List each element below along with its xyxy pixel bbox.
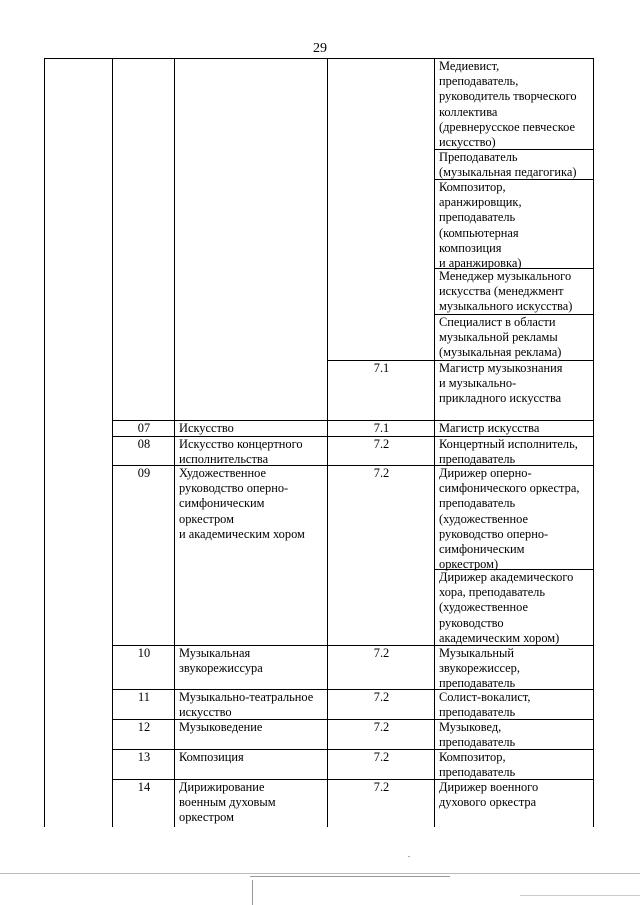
specialty-name: Художественное руководство оперно- симфоническим оркестром и академическим хором — [179, 466, 305, 541]
qualification-cell: Магистр музыкознания и музыкально- прикладного искусства — [439, 361, 563, 406]
row-number: 13 — [137, 750, 151, 764]
degree-code-cell: 7.2 — [373, 750, 390, 764]
qualification-cell: Солист-вокалист, преподаватель — [439, 690, 531, 720]
row-number: 12 — [137, 720, 151, 734]
qualification-cell: Дирижер военного духового оркестра — [439, 780, 539, 810]
column-divider — [434, 58, 435, 827]
column-divider — [174, 58, 175, 827]
degree-code-cell: 7.1 — [373, 421, 390, 435]
row-number: 11 — [138, 690, 150, 704]
qualification-cell: Музыковед, преподаватель — [439, 720, 516, 750]
specialty-name: Музыковедение — [179, 720, 263, 734]
row-number: 08 — [137, 437, 151, 451]
qualification-cell: Преподаватель (музыкальная педагогика) — [439, 150, 577, 180]
table-border-left — [44, 58, 45, 827]
specialty-name: Искусство — [179, 421, 234, 435]
qualification-cell: Специалист в области музыкальной рекламы (музыкальная реклама) — [439, 315, 562, 360]
row-number: 07 — [137, 421, 151, 435]
degree-code-cell: 7.2 — [373, 437, 390, 451]
specialty-name: Музыкально-театральное искусство — [179, 690, 314, 720]
page-number: 29 — [313, 41, 327, 56]
specialty-name: Дирижирование военным духовым оркестром — [179, 780, 276, 825]
qualification-cell: Медиевист, преподаватель, руководитель творческого коллектива (древнерусское певческое искусство) — [439, 59, 577, 150]
scan-edge-line — [520, 895, 640, 896]
row-number: 14 — [137, 780, 151, 794]
qualification-cell: Композитор, преподаватель — [439, 750, 516, 780]
degree-code-cell: 7.2 — [373, 720, 390, 734]
qualification-cell: Концертный исполнитель, преподаватель — [439, 437, 578, 467]
specialty-name: Музыкальная звукорежиссура — [179, 646, 263, 676]
specialties-table — [44, 58, 594, 827]
row-number: 09 — [137, 466, 151, 480]
specialty-name: Композиция — [179, 750, 244, 764]
qualification-cell: Музыкальный звукорежиссер, преподаватель — [439, 646, 520, 691]
degree-code-cell: 7.2 — [373, 646, 390, 660]
qualification-cell: Магистр искусства — [439, 421, 540, 435]
degree-code-cell: 7.1 — [373, 361, 390, 375]
row-number: 10 — [137, 646, 151, 660]
qualification-cell: Дирижер оперно- симфонического оркестра, преподаватель (художественное руководство оперно- симфоническим оркестром) — [439, 466, 580, 572]
scan-speck — [408, 856, 410, 857]
degree-code-cell: 7.2 — [373, 780, 390, 794]
specialty-name: Искусство концертного исполнительства — [179, 437, 303, 467]
degree-code-cell: 7.2 — [373, 466, 390, 480]
qualification-cell: Менеджер музыкального искусства (менеджмент музыкального искусства) — [439, 269, 573, 314]
degree-code-cell: 7.2 — [373, 690, 390, 704]
qualification-cell: Композитор, аранжировщик, преподаватель (компьютерная композиция и аранжировка) — [439, 180, 522, 271]
column-divider — [112, 58, 113, 827]
scan-edge-line — [252, 880, 253, 905]
scan-edge-line — [250, 876, 450, 877]
scan-edge-line — [0, 873, 640, 874]
qualification-cell: Дирижер академического хора, преподаватель (художественное руководство академическим хором) — [439, 570, 574, 645]
